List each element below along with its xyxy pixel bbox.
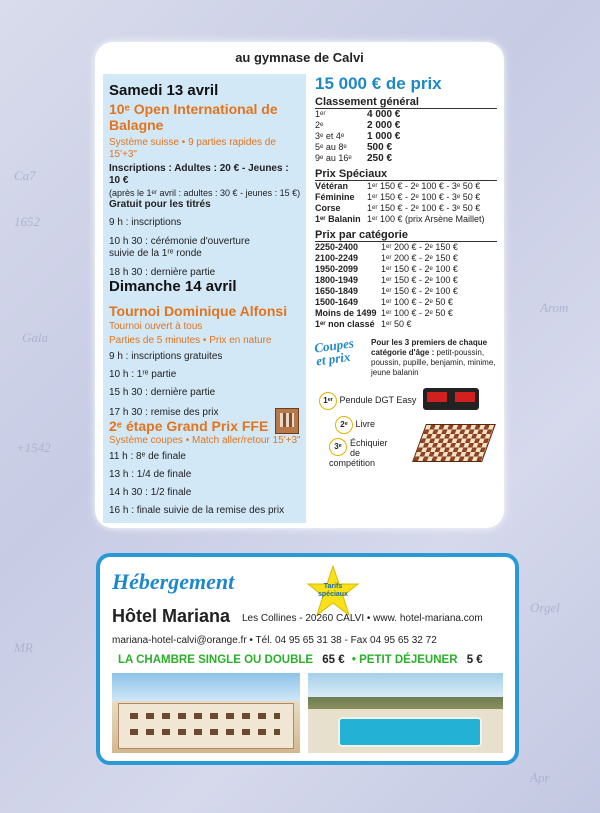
hotel-address: Les Collines - 20260 CALVI • www. hotel-mariana.com (242, 613, 483, 624)
name-cell: 1950-2099 (315, 264, 359, 274)
grand-prix-title: 2ᵉ étape Grand Prix FFE (109, 418, 269, 434)
table-row (315, 203, 485, 214)
chessboard-icon (412, 424, 496, 462)
award-rank-badge: 3ᵉ (329, 438, 347, 456)
open-titled: Gratuit pour les titrés (109, 199, 211, 210)
name-cell: Corse (315, 203, 341, 213)
schedule-item: 15 h 30 : dernière partie (109, 387, 216, 398)
table-row (315, 214, 485, 225)
schedule-item: 13 h : 1/4 de finale (109, 469, 192, 480)
amount-cell: 1ᵉʳ 50 € (381, 319, 412, 329)
amount-cell: 1ᵉʳ 150 € - 2ᵉ 100 € (381, 286, 458, 296)
grand-prix-format: Système coupes • Match aller/retour 15'+3" (109, 435, 301, 446)
alfonsi-format: Parties de 5 minutes • Prix en nature (109, 335, 272, 346)
accommodation-heading: Hébergement (112, 569, 235, 594)
amount-cell: 1 000 € (367, 131, 401, 142)
schedule-item: suivie de la 1ʳᵉ ronde (109, 248, 202, 259)
name-cell: 2250-2400 (315, 242, 359, 252)
special-rates-badge: Tarifs spéciaux (318, 583, 348, 598)
hotel-contact: mariana-hotel-calvi@orange.fr • Tél. 04 95 65 31 38 - Fax 04 95 65 32 72 (112, 635, 437, 646)
table-row (315, 153, 400, 164)
tournament-card (95, 42, 504, 528)
schedule-panel (103, 74, 306, 523)
amount-cell: 1ᵉʳ 200 € - 2ᵉ 150 € (381, 242, 458, 252)
name-cell: 1800-1949 (315, 275, 359, 285)
amount-cell: 2 000 € (367, 120, 401, 131)
amount-cell: 1ᵉʳ 150 € - 2ᵉ 100 € - 3ᵉ 50 € (367, 192, 481, 202)
room-label: LA CHAMBRE SINGLE OU DOUBLE (118, 654, 314, 666)
sunday-heading: Dimanche 14 avril (109, 278, 237, 295)
breakfast-label: • PETIT DÉJEUNER (351, 654, 458, 666)
name-cell: 1ᵉʳ non classé (315, 319, 375, 329)
table-row (315, 253, 458, 264)
table-row (315, 286, 458, 297)
amount-cell: 500 € (367, 142, 393, 153)
schedule-item: 18 h 30 : dernière partie (109, 267, 216, 278)
open-late-fees: (après le 1ᵉʳ avril : adultes : 30 € - jeunes : 15 €) (109, 188, 301, 198)
name-cell: 2100-2249 (315, 253, 359, 263)
rank-cell: 1ᵉʳ (315, 109, 326, 119)
schedule-item: 9 h : inscriptions (109, 217, 182, 228)
schedule-item: 10 h 30 : cérémonie d'ouverture (109, 236, 250, 247)
hotel-photo (112, 673, 300, 753)
award-label: Livre (355, 419, 376, 429)
table-row (315, 319, 458, 330)
schedule-item: 9 h : inscriptions gratuites (109, 351, 223, 362)
schedule-item: 17 h 30 : remise des prix (109, 407, 219, 418)
hotel-name: Hôtel Mariana (112, 606, 231, 626)
amount-cell: 250 € (367, 153, 393, 164)
award-label: Échiquier de compétition (329, 438, 388, 468)
table-row (315, 120, 400, 131)
award-rank-badge: 1ᵉʳ (319, 392, 337, 410)
table-row (315, 131, 400, 142)
table-row (315, 242, 458, 253)
room-rates (118, 654, 483, 666)
name-cell: 1650-1849 (315, 286, 359, 296)
coupes-intro-bold: Pour les 3 premiers de chaque catégorie d'âge : (371, 338, 488, 357)
special-heading: Prix Spéciaux (315, 168, 497, 181)
amount-cell: 1ᵉʳ 200 € - 2ᵉ 150 € (381, 253, 458, 263)
amount-cell: 1ᵉʳ 100 € - 2ᵉ 50 € (381, 297, 453, 307)
rank-cell: 3ᵉ et 4ᵉ (315, 131, 345, 141)
award-rank-badge: 2ᵉ (335, 416, 353, 434)
special-table (315, 181, 485, 225)
table-row (315, 275, 458, 286)
amount-cell: 1ᵉʳ 100 € - 2ᵉ 50 € (381, 308, 453, 318)
award-label: Pendule DGT Easy (339, 395, 417, 405)
general-heading: Classement général (315, 96, 497, 109)
coupes-title: Coupes et prix (313, 335, 355, 369)
name-cell: 1ᵉʳ Balanin (315, 214, 361, 224)
rank-cell: 2ᵉ (315, 120, 324, 130)
pool-photo (308, 673, 503, 753)
name-cell: Féminine (315, 192, 355, 202)
open-fees: Inscriptions : Adultes : 20 € - Jeunes : 10 € (109, 163, 289, 186)
accommodation-box (96, 553, 519, 765)
open-title: 10ᵉ Open International de Balagne (109, 101, 278, 133)
saturday-heading: Samedi 13 avril (109, 82, 219, 99)
schedule-item: 10 h : 1ʳᵉ partie (109, 369, 177, 380)
name-cell: 1500-1649 (315, 297, 359, 307)
breakfast-price: 5 € (466, 654, 483, 666)
table-row (315, 192, 485, 203)
table-row (315, 264, 458, 275)
category-heading: Prix par catégorie (315, 229, 497, 242)
total-prize: 15 000 € de prix (315, 74, 442, 93)
category-table (315, 242, 458, 330)
open-format: Système suisse • 9 parties rapides de 15'+3" (109, 137, 276, 160)
amount-cell: 1ᵉʳ 100 € (prix Arsène Maillet) (367, 214, 485, 224)
alfonsi-open: Tournoi ouvert à tous (109, 321, 203, 332)
amount-cell: 1ᵉʳ 150 € - 2ᵉ 100 € (381, 264, 458, 274)
schedule-item: 14 h 30 : 1/2 finale (109, 487, 192, 498)
schedule-item: 16 h : finale suivie de la remise des prix (109, 505, 285, 516)
table-row (315, 308, 458, 319)
general-table (315, 109, 400, 164)
prizes-panel (313, 74, 497, 468)
chess-clock-icon (423, 388, 479, 410)
rank-cell: 5ᵉ au 8ᵉ (315, 142, 347, 152)
table-row (315, 181, 485, 192)
amount-cell: 1ᵉʳ 150 € - 2ᵉ 100 € - 3ᵉ 50 € (367, 181, 481, 191)
coupes-intro: petit-poussin, poussin, pupille, benjamin, minime, jeune balanin (371, 348, 496, 377)
name-cell: Moins de 1499 (315, 308, 377, 318)
schedule-item: 11 h : 8ᵉ de finale (109, 451, 186, 462)
alfonsi-title: Tournoi Dominique Alfonsi (109, 303, 288, 319)
coupes-box (313, 335, 497, 468)
amount-cell: 1ᵉʳ 150 € - 2ᵉ 100 € - 3ᵉ 50 € (367, 203, 481, 213)
room-price: 65 € (322, 654, 345, 666)
amount-cell: 4 000 € (367, 109, 401, 120)
rank-cell: 9ᵉ au 16ᵉ (315, 153, 352, 163)
name-cell: Vétéran (315, 181, 349, 191)
table-row (315, 142, 400, 153)
amount-cell: 1ᵉʳ 150 € - 2ᵉ 100 € (381, 275, 458, 285)
table-row (315, 297, 458, 308)
table-row (315, 109, 400, 120)
venue-subtitle: au gymnase de Calvi (235, 50, 364, 65)
